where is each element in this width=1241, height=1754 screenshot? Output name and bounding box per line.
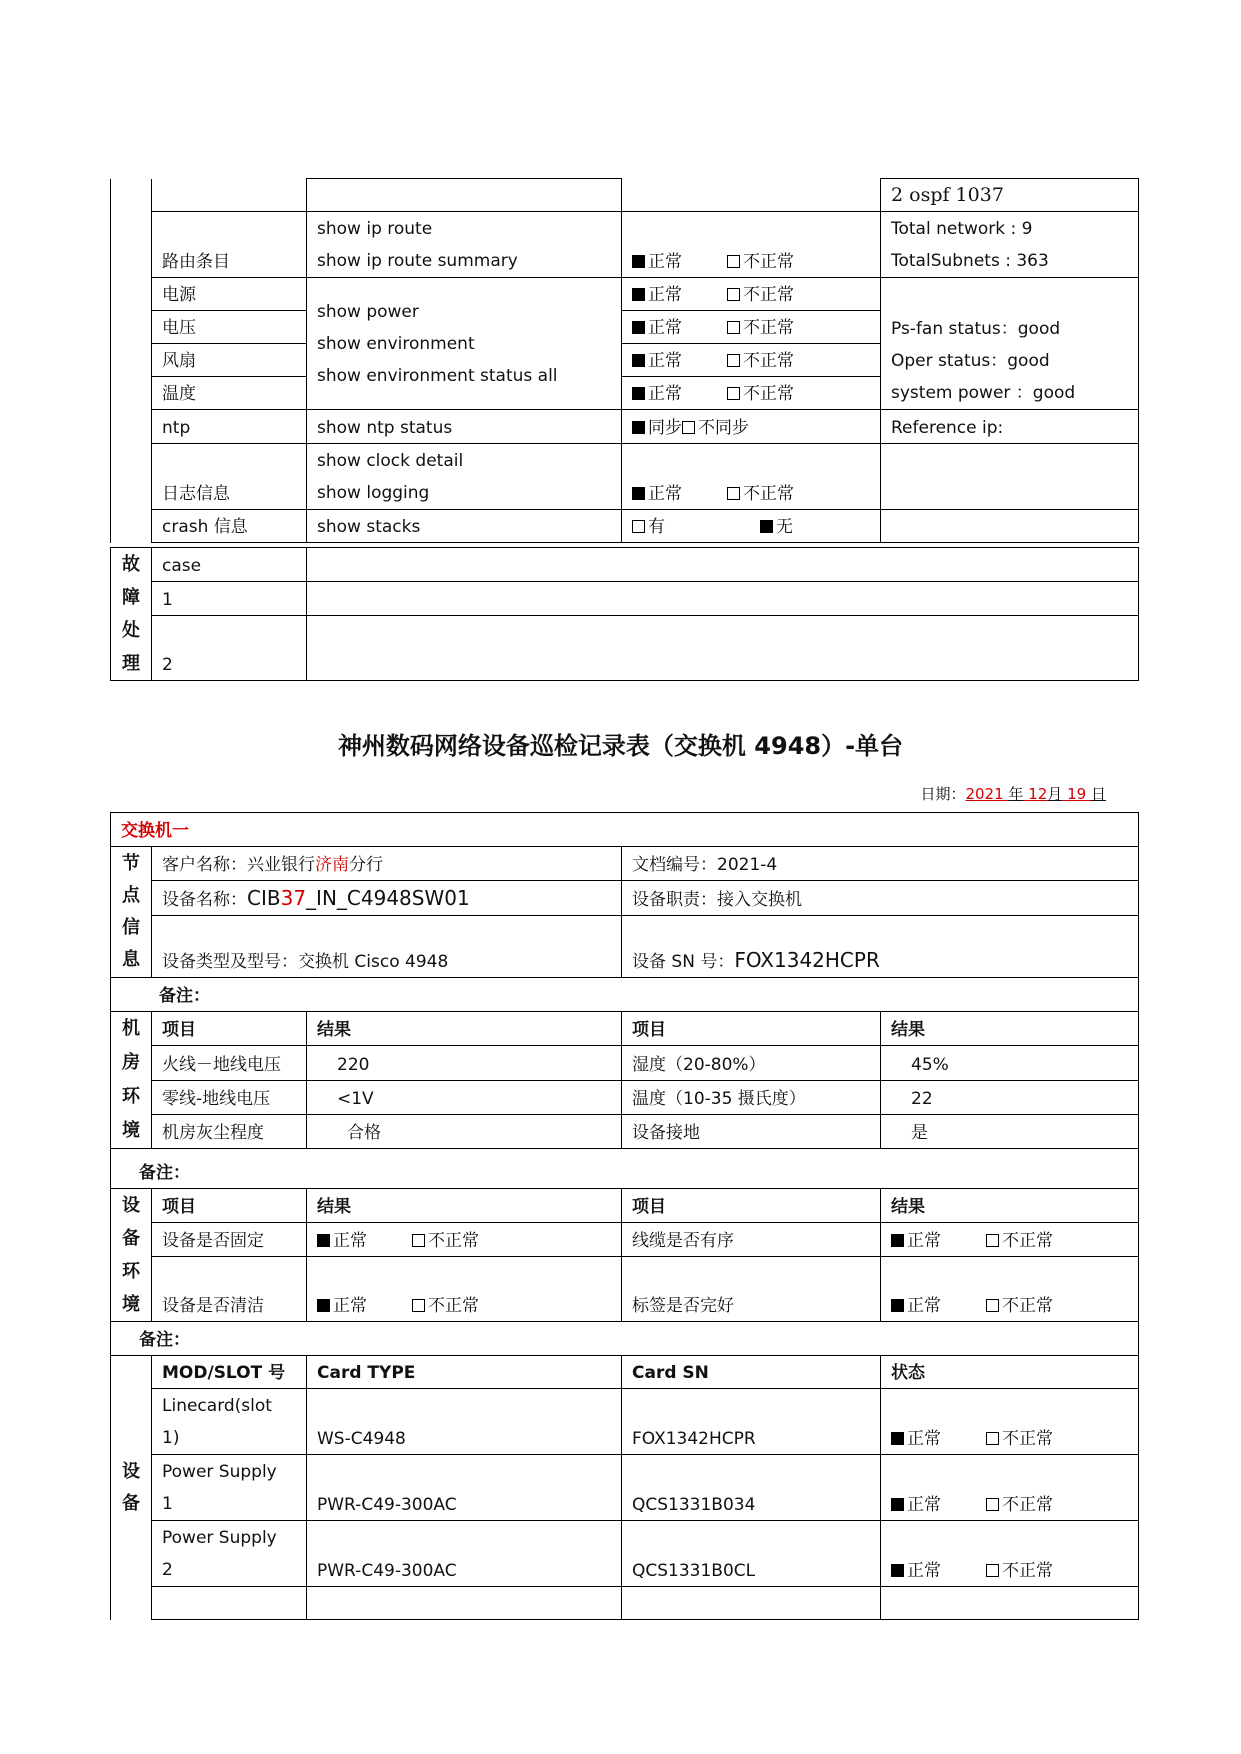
date-day: 19	[1067, 785, 1087, 803]
room-h-item-b: 项目	[622, 1012, 881, 1046]
fan-notok-checkbox[interactable]: 不正常	[727, 346, 794, 376]
card3-type: PWR-C49-300AC	[307, 1521, 622, 1587]
fault-handling-table	[110, 547, 1139, 681]
temp-ok-checkbox[interactable]: 正常	[632, 379, 682, 409]
fixed-notok-checkbox[interactable]: 不正常	[412, 1226, 479, 1256]
clean-notok-checkbox[interactable]: 不正常	[412, 1291, 479, 1321]
date-month: 12	[1028, 785, 1048, 803]
date-year: 2021	[965, 785, 1004, 803]
room-row3-item-b: 设备接地	[622, 1114, 881, 1148]
room-h-result-a: 结果	[307, 1012, 622, 1046]
fan-ok-checkbox[interactable]: 正常	[632, 346, 682, 376]
log-item: 日志信息	[152, 444, 307, 510]
card1-slot: Linecard(slot 1)	[152, 1389, 307, 1455]
equip-row1-item-b: 线缆是否有序	[622, 1222, 881, 1256]
main-inspection-table	[110, 812, 1139, 1620]
routes-ok-checkbox[interactable]: 正常	[632, 247, 682, 277]
power-notok-checkbox[interactable]: 不正常	[727, 280, 794, 310]
log-cmd1: show clock detail	[317, 451, 464, 471]
ntp-item: ntp	[152, 410, 307, 444]
remark-node: 备注：	[111, 978, 1139, 1012]
card1-ok-checkbox[interactable]: 正常	[891, 1424, 941, 1454]
col-card-sn: Card SN	[622, 1356, 881, 1389]
env-cmd-3: show environment status all	[317, 365, 558, 386]
label-notok-checkbox[interactable]: 不正常	[986, 1291, 1053, 1321]
voltage-notok-checkbox[interactable]: 不正常	[727, 313, 794, 343]
node-info-label: 节 点 信 息	[111, 847, 152, 978]
remark-room: 备注：	[111, 1149, 1139, 1189]
card2-notok-checkbox[interactable]: 不正常	[986, 1490, 1053, 1520]
env-note-3: system power ：good	[891, 383, 1076, 403]
switch-label: 交换机一	[111, 813, 1139, 847]
card-empty-sn	[622, 1587, 881, 1620]
room-row2-item: 零线-地线电压	[152, 1080, 307, 1114]
equip-row1-item: 设备是否固定	[152, 1222, 307, 1256]
card2-ok-checkbox[interactable]: 正常	[891, 1490, 941, 1520]
equip-h-result-a: 结果	[307, 1189, 622, 1223]
voltage-item: 电压	[152, 311, 307, 344]
card3-notok-checkbox[interactable]: 不正常	[986, 1556, 1053, 1586]
fault-case: case	[152, 548, 307, 582]
remark-equip: 备注：	[111, 1322, 1139, 1356]
equip-h-item-b: 项目	[622, 1189, 881, 1223]
room-env-label: 机 房 环 境	[111, 1012, 152, 1149]
room-row2-item-b: 温度（10-35 摄氏度）	[622, 1080, 881, 1114]
room-row3-value: 合格	[307, 1114, 622, 1148]
page-title: 神州数码网络设备巡检记录表（交换机 4948）-单台	[337, 732, 904, 760]
room-row1-item: 火线－地线电压	[152, 1046, 307, 1080]
room-row3-value-b: 是	[881, 1114, 1139, 1148]
log-ok-checkbox[interactable]: 正常	[632, 479, 682, 509]
ntp-cmd: show ntp status	[307, 410, 622, 444]
equip-env-label: 设 备 环 境	[111, 1189, 152, 1322]
date-line: 日期：2021 年 12月 19 日	[920, 785, 1106, 803]
equip-h-item-a: 项目	[152, 1189, 307, 1223]
log-notok-checkbox[interactable]: 不正常	[727, 479, 794, 509]
doc-number: 文档编号：2021-4	[622, 847, 1139, 881]
fan-item: 风扇	[152, 344, 307, 377]
routes-cmd1: show ip route	[317, 219, 433, 239]
fault-row-1: 1	[152, 581, 307, 615]
crash-yes-checkbox[interactable]: 有	[632, 512, 665, 542]
card2-sn: QCS1331B034	[622, 1455, 881, 1521]
label-ok-checkbox[interactable]: 正常	[891, 1291, 941, 1321]
device-label: 设 备	[111, 1356, 152, 1620]
ntp-sync-checkbox[interactable]: 同步	[632, 413, 682, 443]
routes-note1: Total network : 9	[891, 219, 1033, 239]
device-type: 设备类型及型号：交换机 Cisco 4948	[152, 916, 622, 978]
fault-row-2: 2	[152, 615, 307, 681]
room-row1-value-b: 45%	[881, 1046, 1139, 1080]
card2-slot: Power Supply 1	[152, 1455, 307, 1521]
ospf-line: 2 ospf 1037	[891, 184, 1004, 206]
fixed-ok-checkbox[interactable]: 正常	[317, 1226, 367, 1256]
cable-notok-checkbox[interactable]: 不正常	[986, 1226, 1053, 1256]
room-row2-value: <1V	[307, 1080, 622, 1114]
routes-cmd2: show ip route summary	[317, 251, 518, 271]
crash-cmd: show stacks	[307, 510, 622, 543]
clean-ok-checkbox[interactable]: 正常	[317, 1291, 367, 1321]
equip-row2-item-b: 标签是否完好	[622, 1256, 881, 1322]
card3-ok-checkbox[interactable]: 正常	[891, 1556, 941, 1586]
room-row2-value-b: 22	[881, 1080, 1139, 1114]
fault-label: 故 障 处 理	[111, 548, 152, 681]
env-cmd-1: show power	[317, 301, 419, 322]
equip-row2-item: 设备是否清洁	[152, 1256, 307, 1322]
routes-note2: TotalSubnets : 363	[891, 251, 1049, 271]
card1-sn: FOX1342HCPR	[622, 1389, 881, 1455]
temp-item: 温度	[152, 377, 307, 410]
room-h-result-b: 结果	[881, 1012, 1139, 1046]
customer-name: 客户名称：兴业银行济南分行	[152, 847, 622, 881]
voltage-ok-checkbox[interactable]: 正常	[632, 313, 682, 343]
env-cmd-2: show environment	[317, 333, 475, 354]
routes-item: 路由条目	[152, 212, 307, 278]
device-role: 设备职责：接入交换机	[622, 881, 1139, 916]
inspection-continued-table	[110, 178, 1139, 543]
card2-type: PWR-C49-300AC	[307, 1455, 622, 1521]
card3-sn: QCS1331B0CL	[622, 1521, 881, 1587]
power-item: 电源	[152, 278, 307, 311]
card-empty-status	[881, 1587, 1139, 1620]
card1-notok-checkbox[interactable]: 不正常	[986, 1424, 1053, 1454]
card3-slot: Power Supply 2	[152, 1521, 307, 1587]
room-row3-item: 机房灰尘程度	[152, 1114, 307, 1148]
card-empty-slot	[152, 1587, 307, 1620]
equip-h-result-b: 结果	[881, 1189, 1139, 1223]
room-row1-item-b: 湿度（20-80%）	[622, 1046, 881, 1080]
cable-ok-checkbox[interactable]: 正常	[891, 1226, 941, 1256]
device-name: 设备名称：CIB37_IN_C4948SW01	[152, 881, 622, 916]
device-sn: 设备 SN 号：FOX1342HCPR	[622, 916, 1139, 978]
ntp-note: Reference ip:	[881, 410, 1139, 444]
env-note-2: Oper status：good	[891, 351, 1050, 371]
log-cmd2: show logging	[317, 483, 430, 503]
col-card-type: Card TYPE	[307, 1356, 622, 1389]
room-row1-value: 220	[307, 1046, 622, 1080]
ntp-nosync-checkbox[interactable]: 不同步	[682, 413, 749, 443]
power-ok-checkbox[interactable]: 正常	[632, 280, 682, 310]
card-empty-type	[307, 1587, 622, 1620]
room-h-item-a: 项目	[152, 1012, 307, 1046]
env-note-1: Ps-fan status：good	[891, 319, 1061, 339]
col-status: 状态	[881, 1356, 1139, 1389]
col-slot: MOD/SLOT 号	[152, 1356, 307, 1389]
card1-type: WS-C4948	[307, 1389, 622, 1455]
temp-notok-checkbox[interactable]: 不正常	[727, 379, 794, 409]
crash-no-checkbox[interactable]: 无	[760, 512, 793, 542]
crash-item: crash 信息	[152, 510, 307, 543]
routes-notok-checkbox[interactable]: 不正常	[727, 247, 794, 277]
